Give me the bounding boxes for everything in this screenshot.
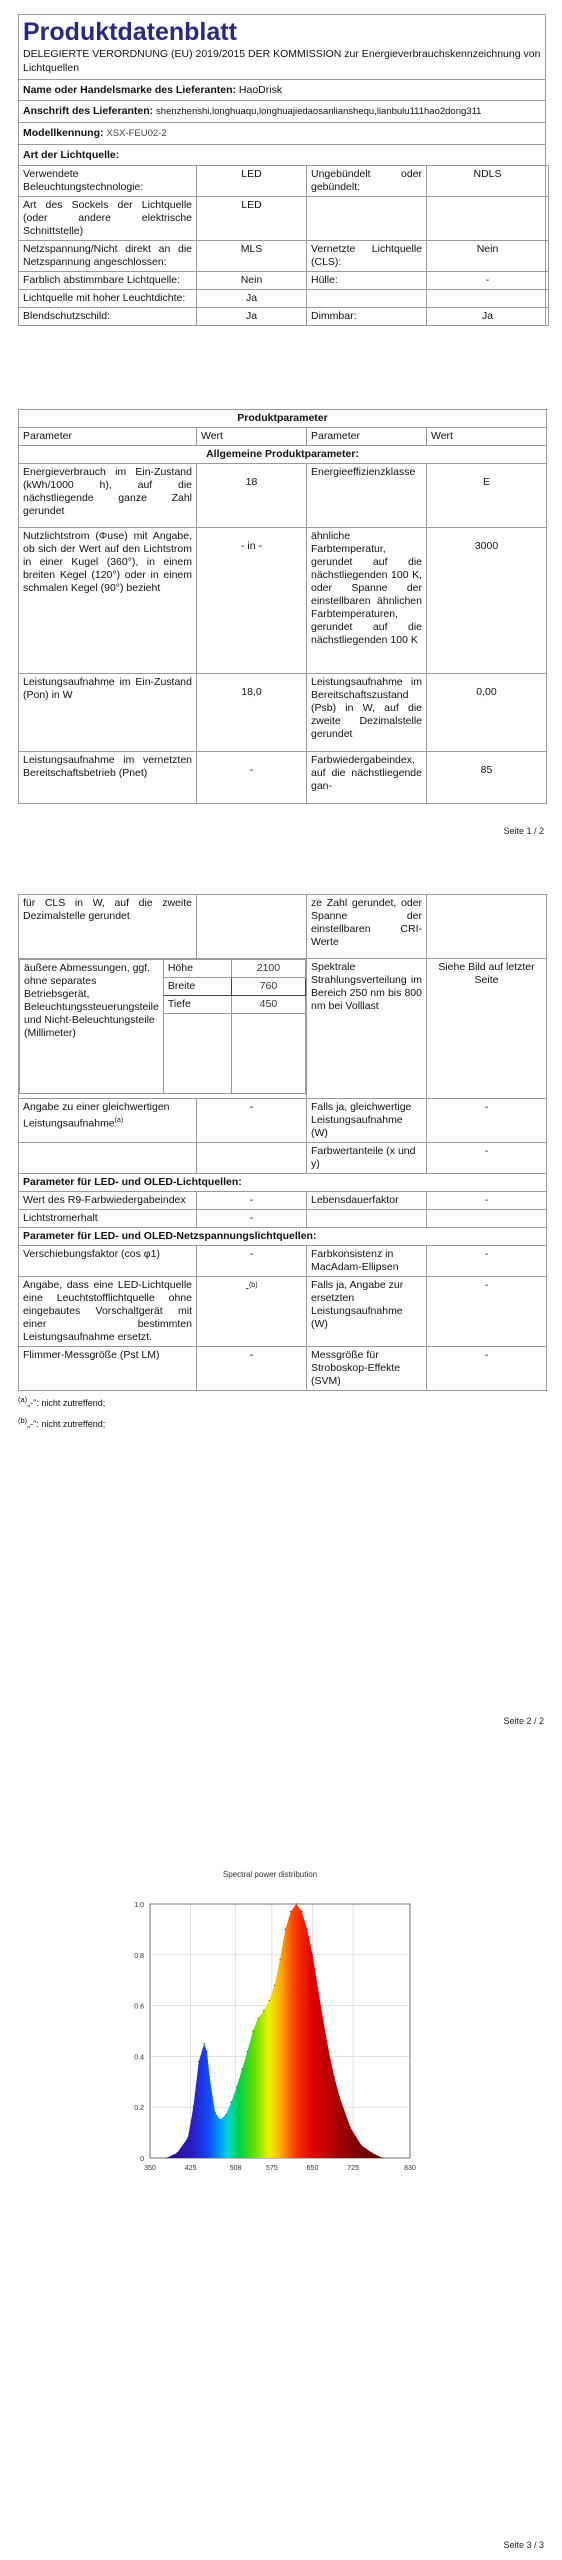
r9-value: - [197, 1192, 307, 1210]
light-source-row [19, 241, 549, 272]
param-value: 18,0 [197, 674, 307, 752]
spd-point [285, 1929, 286, 1930]
color-consistency-label: Farbkonsistenz in MacAdam-Ellipsen [307, 1246, 427, 1277]
page-3 [0, 1740, 562, 2560]
page-2 [0, 880, 562, 1730]
param-value: - [197, 752, 307, 804]
dim-height-label: Höhe [163, 960, 231, 978]
x-tick-label: 650 [306, 2165, 319, 2172]
x-tick-label: 575 [266, 2165, 278, 2172]
spd-point [177, 2152, 178, 2153]
lumen-maintenance-value: - [197, 1210, 307, 1228]
spd-point [328, 2051, 329, 2052]
row-value-2 [427, 197, 549, 241]
equiv-power-r-label: Falls ja, gleichwertige Leistungsaufnahme (W) [307, 1099, 427, 1143]
mains-params-title: Parameter für LED- und OLED-Netzspannungslichtquellen: [19, 1228, 547, 1246]
col-header-param: Parameter [19, 428, 197, 446]
light-source-row [19, 272, 549, 290]
product-params-section [18, 409, 546, 804]
light-source-type-label: Art der Lichtquelle: [23, 149, 120, 161]
displacement-factor-label: Verschiebungsfaktor (cos φ1) [19, 1246, 197, 1277]
row-label: Verwendete Beleuchtungstechnologie: [19, 166, 197, 197]
param-value-2: 0,00 [427, 674, 547, 752]
param-value: - in - [197, 528, 307, 674]
spd-point [382, 2157, 383, 2158]
document-title: Produktdatenblatt [23, 18, 237, 46]
model-value: XSX-FEU02-2 [106, 128, 167, 139]
general-params-title: Allgemeine Produktparameter: [19, 446, 547, 464]
row-label-2: Dimmbar: [307, 308, 427, 326]
spd-point [166, 2157, 167, 2158]
light-source-row [19, 290, 549, 308]
param-row [19, 528, 547, 674]
light-source-type-row [19, 144, 545, 165]
x-tick-label: 830 [404, 2165, 416, 2172]
spd-point [220, 2119, 221, 2120]
param-value-2: 3000 [427, 528, 547, 674]
spd-point [317, 1987, 318, 1988]
spd-point [307, 1929, 308, 1930]
stroboscopic-value: - [427, 1347, 547, 1391]
spd-point [372, 2152, 373, 2153]
model-label: Modellkennung: [23, 127, 104, 139]
spd-point [231, 2102, 232, 2103]
row-label-2: Ungebündelt oder gebündelt: [307, 166, 427, 197]
equiv-power-value: - [197, 1099, 307, 1143]
param-label: Leistungsaufnahme im Ein-Zustand (Pon) in W [19, 674, 197, 752]
x-tick-label: 725 [347, 2165, 359, 2172]
spd-point [252, 2030, 253, 2031]
spd-point [334, 2076, 335, 2077]
spectrum-fill [166, 1904, 383, 2158]
row-value-2: - [427, 272, 549, 290]
col-header-value: Wert [197, 428, 307, 446]
replacement-power-label: Falls ja, Angabe zur ersetzten Leistungsaufnahme (W) [307, 1277, 427, 1347]
param-label-2: ähnliche Farbtemperatur, gerundet auf die nächstliegenden 100 K, oder Spanne der einstellbaren ähnlichen Farbtemperaturen, gerundet auf die nächstliegenden 100 K [307, 528, 427, 674]
page-footer-3: Seite 3 / 3 [503, 2540, 544, 2550]
row-value: LED [197, 197, 307, 241]
equiv-power-r-value: - [427, 1099, 547, 1143]
supplier-name-value: HaoDrisk [238, 84, 283, 96]
page2-table [18, 894, 547, 1391]
row-label: Art des Sockels der Lichtquelle (oder andere elektrische Schnittstelle) [19, 197, 197, 241]
spd-point [242, 2069, 243, 2070]
page2-content [18, 894, 546, 1433]
spd-point [187, 2137, 188, 2138]
spd-point [258, 2018, 259, 2019]
r9-label: Wert des R9-Farbwiedergabeindex [19, 1192, 197, 1210]
chromaticity-value: - [427, 1143, 547, 1174]
spd-point [225, 2114, 226, 2115]
row-value-2: Ja [427, 308, 549, 326]
row-value-2 [427, 290, 549, 308]
param-label: Leistungsaufnahme im vernetzten Bereitschaftsbetrieb (Pnet) [19, 752, 197, 804]
supplier-address-value: shenzhenshi,longhuaqu,longhuajiedaosanlianshequ,lianbulu111hao2dong311 [156, 106, 482, 117]
outer-dims-label: äußere Abmessungen, ggf. ohne separates Betriebsgerät, Beleuchtungssteuerungsteile und Nicht-Beleuchtungsteile (Millimeter) [20, 960, 164, 1094]
y-tick-label: 0.4 [134, 2054, 144, 2062]
spd-point [279, 1959, 280, 1960]
param-row [19, 674, 547, 752]
spd-point [193, 2107, 194, 2108]
spd-point [198, 2061, 199, 2062]
footnote-a: $^{(a)}$„-": nicht zutreffend; [18, 1395, 106, 1408]
stroboscopic-label: Messgröße für Stroboskop-Effekte (SVM) [307, 1347, 427, 1391]
y-tick-label: 0.8 [134, 1952, 144, 1960]
x-tick-label: 425 [184, 2165, 197, 2172]
param-value: 18 [197, 464, 307, 528]
continued-right-cell: ze Zahl gerundet, oder Spanne der einstellbaren CRI-Werte [307, 895, 427, 959]
product-params-table [18, 409, 547, 804]
param-row [19, 464, 547, 528]
param-label-2: Leistungsaufnahme im Bereitschaftszustand (Psb) in W, auf die zweite Dezimalstelle gerundet [307, 674, 427, 752]
dim-width-label: Breite [163, 978, 231, 996]
flicker-label: Flimmer-Messgröße (Pst LM) [19, 1347, 197, 1391]
y-tick-label: 1.0 [134, 1902, 144, 1909]
survival-factor-value: - [427, 1192, 547, 1210]
spd-point [214, 2112, 215, 2113]
spd-point [312, 1954, 313, 1955]
dim-depth-label: Tiefe [163, 996, 231, 1014]
replacement-power-value: - [427, 1277, 547, 1347]
spd-point [290, 1911, 291, 1912]
spd-point [247, 2051, 248, 2052]
light-source-row [19, 308, 549, 326]
outer-dimensions-cell [19, 959, 307, 1099]
replacement-claim-label: Angabe, dass eine LED-Lichtquelle eine Leuchtstofflichtquelle ohne eingebautes Vorschaltgerät mit einer bestimmten Leistungsaufnahme ersetzt. [19, 1277, 197, 1347]
displacement-factor-value: - [197, 1246, 307, 1277]
spd-point [263, 2010, 264, 2011]
x-tick-label: 508 [229, 2165, 242, 2172]
light-source-row [19, 197, 549, 241]
col-header-param-2: Parameter [307, 428, 427, 446]
footnote-b: $^{(b)}$„-": nicht zutreffend; [18, 1416, 106, 1429]
param-value-2: 85 [427, 752, 547, 804]
param-label: Nutzlichtstrom (Φuse) mit Angabe, ob sich der Wert auf den Lichtstrom in einer Kugel (360°), in einem breiten Kegel (120°) oder in einem schmalen Kegel (90°) bezieht [19, 528, 197, 674]
replacement-claim-value: -$^{(b)}$ [197, 1277, 307, 1347]
param-row [19, 752, 547, 804]
chromaticity-label: Farbwertanteile (x und y) [307, 1143, 427, 1174]
dim-height-value: 2100 [231, 960, 305, 978]
y-tick-label: 0 [140, 2156, 144, 2163]
spd-point [274, 1985, 275, 1986]
row-label-2: Vernetzte Lichtquelle (CLS): [307, 241, 427, 272]
row-value: LED [197, 166, 307, 197]
continued-left-cell: für CLS in W, auf die zweite Dezimalstelle gerundet [19, 895, 197, 959]
datasheet-header [18, 14, 546, 326]
model-row [19, 122, 545, 144]
row-value: MLS [197, 241, 307, 272]
page-footer-2: Seite 2 / 2 [503, 1716, 544, 1726]
param-value-2: E [427, 464, 547, 528]
spectral-value: Siehe Bild auf letzter Seite [427, 959, 547, 1099]
y-tick-label: 0.6 [134, 2003, 144, 2011]
spd-point [301, 1911, 302, 1912]
supplier-name-label: Name oder Handelsmarke des Lieferanten: [23, 84, 236, 96]
flicker-value: - [197, 1347, 307, 1391]
row-label: Netzspannung/Nicht direkt an die Netzspannung angeschlossen: [19, 241, 197, 272]
spd-point [323, 2020, 324, 2021]
x-tick-label: 350 [144, 2165, 156, 2172]
param-label: Energieverbrauch im Ein-Zustand (kWh/1000 h), auf die nächstliegende ganze Zahl gerundet [19, 464, 197, 528]
supplier-address-row [19, 100, 545, 122]
param-label-2: Farbwiedergabeindex, auf die nächstliegende gan- [307, 752, 427, 804]
row-label-2: Hülle: [307, 272, 427, 290]
row-value-2: Nein [427, 241, 549, 272]
spectral-label: Spektrale Strahlungsverteilung im Bereich 250 nm bis 800 nm bei Volllast [307, 959, 427, 1099]
row-value: Ja [197, 308, 307, 326]
row-value: Nein [197, 272, 307, 290]
light-source-row [19, 166, 549, 197]
dim-depth-value: 450 [231, 996, 305, 1014]
spd-point [339, 2096, 340, 2097]
color-consistency-value: - [427, 1246, 547, 1277]
dim-width-value: 760 [231, 978, 305, 996]
spd-point [350, 2127, 351, 2128]
y-tick-label: 0.2 [134, 2105, 144, 2113]
spd-point [206, 2051, 207, 2052]
survival-factor-label: Lebensdauerfaktor [307, 1192, 427, 1210]
row-label-2 [307, 197, 427, 241]
row-label-2 [307, 290, 427, 308]
supplier-address-label: Anschrift des Lieferanten: [23, 105, 154, 117]
param-label-2: Energieeffizienzklasse [307, 464, 427, 528]
row-label: Farblich abstimmbare Lichtquelle: [19, 272, 197, 290]
col-header-value-2: Wert [427, 428, 547, 446]
spd-point [361, 2145, 362, 2146]
spd-point [236, 2086, 237, 2087]
row-value-2: NDLS [427, 166, 549, 197]
led-params-title: Parameter für LED- und OLED-Lichtquellen: [19, 1174, 547, 1192]
page-footer-1: Seite 1 / 2 [503, 826, 544, 836]
page-1 [0, 0, 562, 840]
spectral-chart [0, 1880, 562, 2200]
row-label: Blendschutzschild: [19, 308, 197, 326]
light-source-table [18, 165, 549, 326]
equiv-power-label: Angabe zu einer gleichwertigen Leistungsaufnahme$^{(a)}$ [19, 1099, 197, 1143]
supplier-name-row [19, 79, 545, 100]
spd-point [269, 2000, 270, 2001]
spd-point [296, 1903, 297, 1904]
spd-point [204, 2043, 205, 2044]
product-params-title: Produktparameter [19, 410, 547, 428]
row-value: Ja [197, 290, 307, 308]
chart-title: Spectral power distribution [222, 1870, 318, 1879]
document-subtitle: DELEGIERTE VERORDNUNG (EU) 2019/2015 DER KOMMISSION zur Energieverbrauchskennzeichnung von Lichtquellen [23, 48, 541, 74]
lumen-maintenance-label: Lichtstromerhalt [19, 1210, 197, 1228]
row-label: Lichtquelle mit hoher Leuchtdichte: [19, 290, 197, 308]
spd-point [209, 2076, 210, 2077]
